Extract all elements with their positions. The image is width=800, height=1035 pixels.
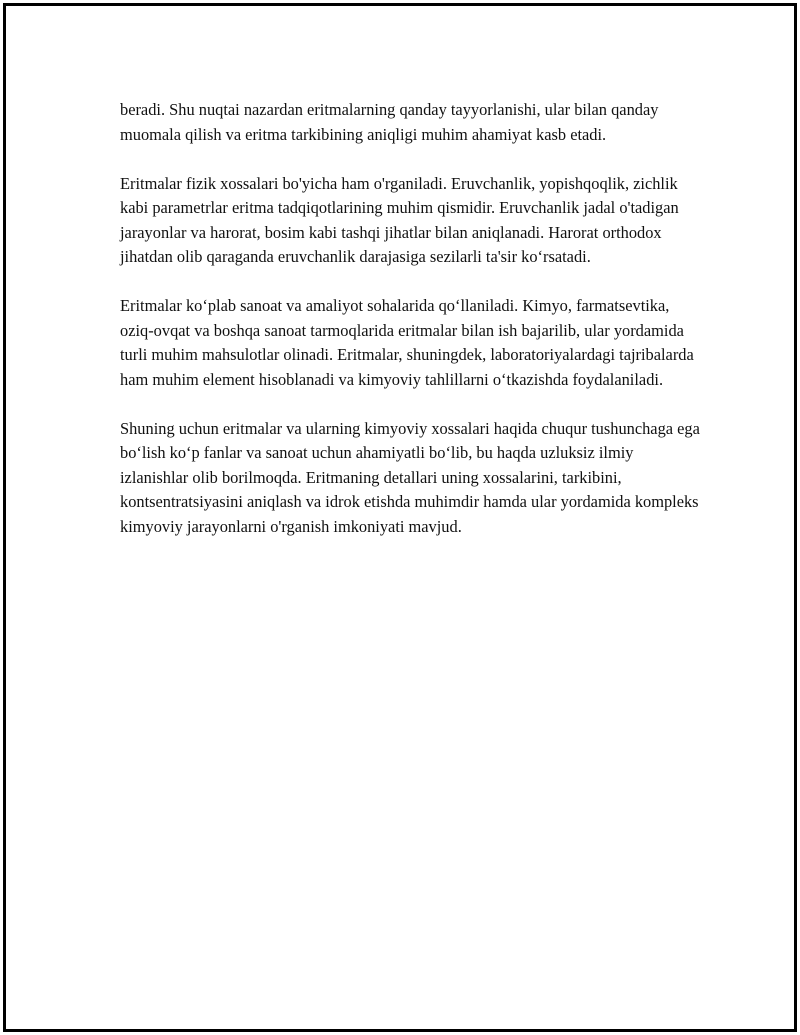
paragraph-1: beradi. Shu nuqtai nazardan eritmalarning qanday tayyorlanishi, ular bilan qanday muomala qilish va eritma tarkibining aniqligi muhim ahamiyat kasb etadi. — [120, 100, 659, 144]
paragraph-4: Shuning uchun eritmalar va ularning kimyoviy xossalari haqida chuqur tushunchaga ega boʻlish koʻp fanlar va sanoat uchun ahamiyatli boʻlib, bu haqda uzluksiz ilmiy izlanishlar olib borilmoqda. Eritmaning detallari uning xossalarini, tarkibini, kontsentratsiyasini aniqlash va idrok etishda muhimdir hamda ular yordamida kompleks kimyoviy jarayonlarni o'rganish imkoniyati mavjud. — [120, 418, 700, 536]
paragraph-2: Eritmalar fizik xossalari bo'yicha ham o'rganiladi. Eruvchanlik, yopishqoqlik, zichlik kabi parametrlar eritma tadqiqotlarining muhim qismidir. Eruvchanlik jadal o'tadigan jarayonlar va harorat, bosim kabi tashqi jihatlar bilan aniqlanadi. Harorat orthodox jihatdan olib qaraganda eruvchanlik darajasiga sezilarli ta'sir koʻrsatadi. — [120, 173, 679, 266]
document-page — [3, 3, 797, 1032]
paragraph-3: Eritmalar koʻplab sanoat va amaliyot sohalarida qoʻllaniladi. Kimyo, farmatsevtika, oziq-ovqat va boshqa sanoat tarmoqlarida eritmalar bilan ish bajarilib, ular yordamida turli muhim mahsulotlar olinadi. Eritmalar, shuningdek, laboratoriyalardagi tajribalarda ham muhim element hisoblanadi va kimyoviy tahlillarni oʻtkazishda foydalaniladi. — [120, 296, 694, 389]
document-body — [120, 98, 700, 564]
